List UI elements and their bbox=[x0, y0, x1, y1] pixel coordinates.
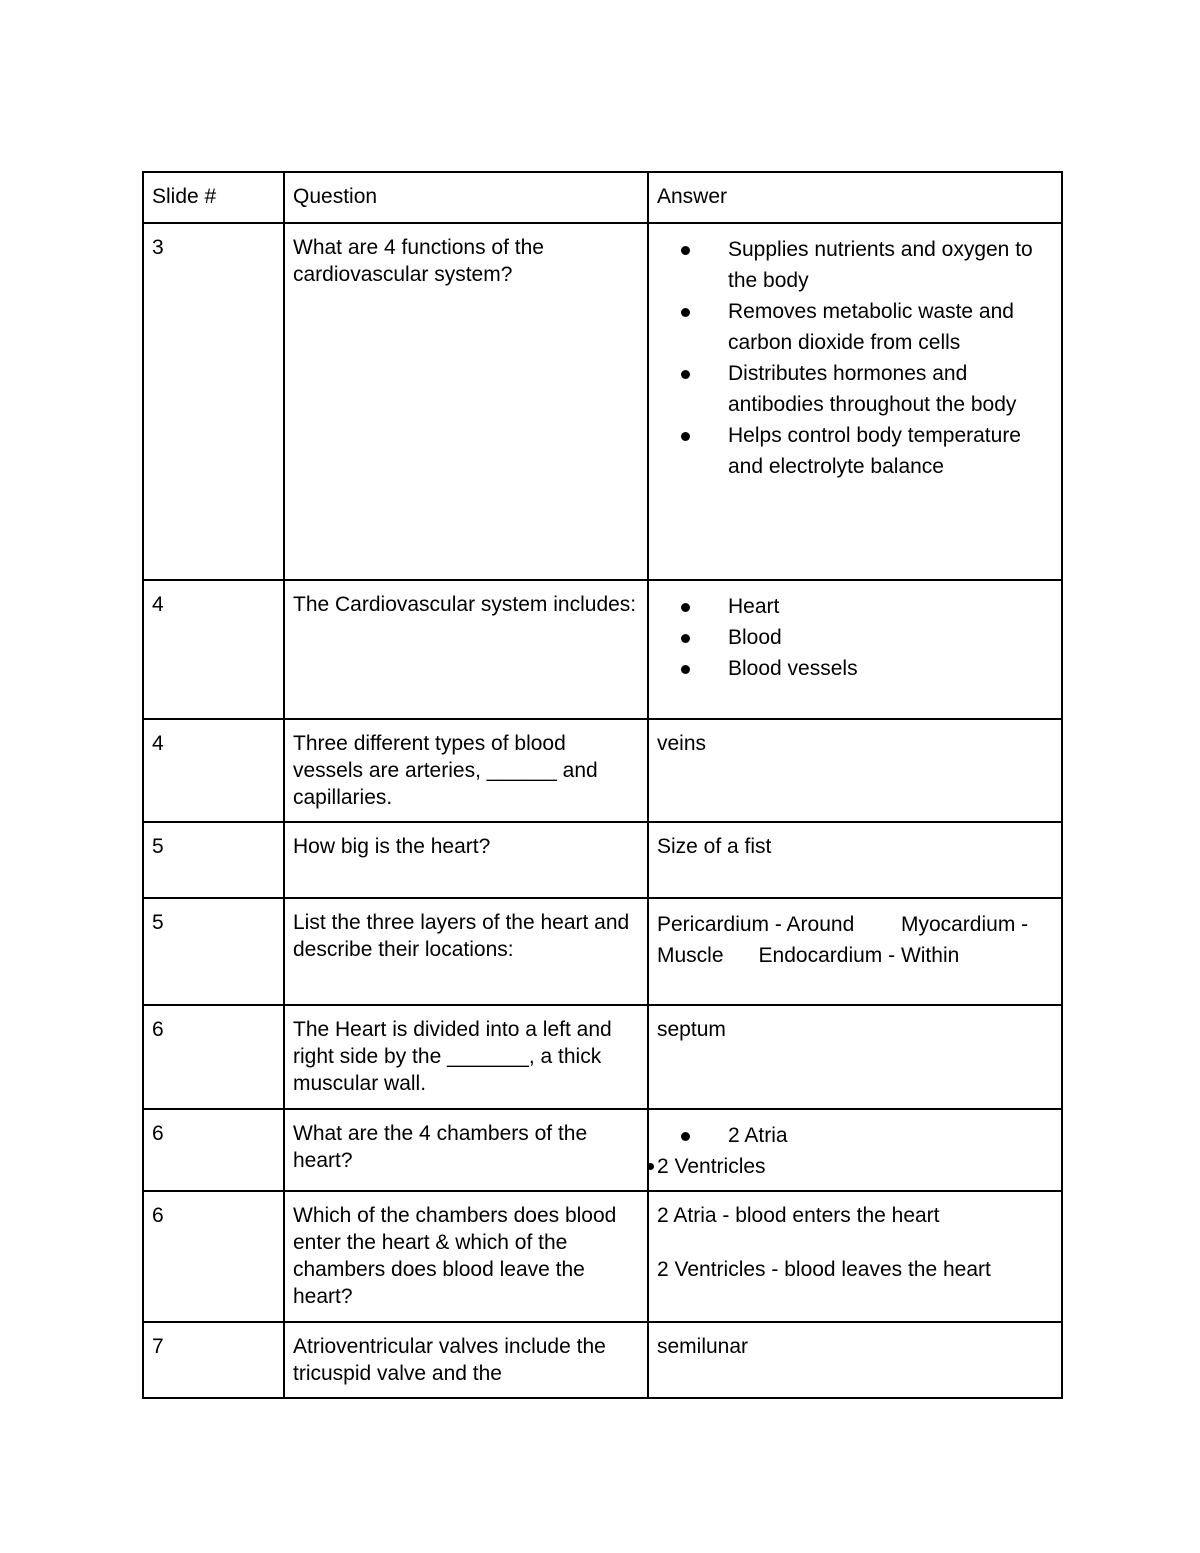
table-row bbox=[143, 719, 1062, 822]
answer-cell bbox=[648, 1191, 1062, 1322]
table-row bbox=[143, 1322, 1062, 1398]
answer-list bbox=[657, 591, 1053, 684]
table-row bbox=[143, 1005, 1062, 1109]
answer-line: 2 Atria - blood enters the heart bbox=[657, 1204, 940, 1227]
answer-text: veins bbox=[648, 719, 1062, 822]
header-question: Question bbox=[284, 172, 648, 223]
layer-endocardium: Endocardium - Within bbox=[758, 944, 960, 967]
question-text: Which of the chambers does blood enter the heart & which of the chambers does blood leave the heart? bbox=[284, 1191, 648, 1322]
list-item: Distributes hormones and antibodies throughout the body bbox=[657, 358, 1053, 420]
slide-number: 6 bbox=[143, 1109, 284, 1191]
list-item bbox=[657, 1151, 1053, 1182]
answer-text: semilunar bbox=[648, 1322, 1062, 1398]
slide-number: 3 bbox=[143, 223, 284, 580]
question-text: The Cardiovascular system includes: bbox=[284, 580, 648, 719]
answer-cell bbox=[648, 580, 1062, 719]
question-text: What are the 4 chambers of the heart? bbox=[284, 1109, 648, 1191]
table-row bbox=[143, 580, 1062, 719]
answer-text: septum bbox=[648, 1005, 1062, 1109]
table-row bbox=[143, 822, 1062, 898]
header-answer: Answer bbox=[648, 172, 1062, 223]
list-item: Blood bbox=[657, 622, 1053, 653]
bullet-dot bbox=[647, 1163, 654, 1170]
layer-myocardium: Myocardium - Muscle bbox=[657, 913, 1029, 967]
question-answer-table bbox=[142, 171, 1063, 1399]
table-row bbox=[143, 223, 1062, 580]
answer-line: 2 Ventricles - blood leaves the heart bbox=[657, 1258, 991, 1281]
answer-text: Size of a fist bbox=[648, 822, 1062, 898]
table-header-row bbox=[143, 172, 1062, 223]
slide-number: 7 bbox=[143, 1322, 284, 1398]
slide-number: 5 bbox=[143, 898, 284, 1005]
slide-number: 6 bbox=[143, 1005, 284, 1109]
question-text: Atrioventricular valves include the tricuspid valve and the bbox=[284, 1322, 648, 1398]
list-item: 2 Atria bbox=[657, 1120, 1053, 1151]
slide-number: 4 bbox=[143, 580, 284, 719]
table-row bbox=[143, 1191, 1062, 1322]
list-item: Supplies nutrients and oxygen to the body bbox=[657, 234, 1053, 296]
table-row bbox=[143, 1109, 1062, 1191]
answer-cell bbox=[648, 223, 1062, 580]
slide-number: 6 bbox=[143, 1191, 284, 1322]
answer-cell bbox=[648, 898, 1062, 1005]
answer-list bbox=[657, 1120, 1053, 1151]
list-item: Removes metabolic waste and carbon dioxide from cells bbox=[657, 296, 1053, 358]
header-slide: Slide # bbox=[143, 172, 284, 223]
slide-number: 4 bbox=[143, 719, 284, 822]
layer-pericardium: Pericardium - Around bbox=[657, 913, 855, 936]
answer-list bbox=[657, 234, 1053, 482]
slide-number: 5 bbox=[143, 822, 284, 898]
question-text: Three different types of blood vessels are arteries, ______ and capillaries. bbox=[284, 719, 648, 822]
list-item: Heart bbox=[657, 591, 1053, 622]
list-item: Blood vessels bbox=[657, 653, 1053, 684]
question-text: List the three layers of the heart and describe their locations: bbox=[284, 898, 648, 1005]
answer-cell bbox=[648, 1109, 1062, 1191]
question-text: How big is the heart? bbox=[284, 822, 648, 898]
question-text: What are 4 functions of the cardiovascular system? bbox=[284, 223, 648, 580]
list-item: Helps control body temperature and electrolyte balance bbox=[657, 420, 1053, 482]
table-row bbox=[143, 898, 1062, 1005]
spacer bbox=[657, 1229, 1053, 1256]
question-text: The Heart is divided into a left and right side by the _______, a thick muscular wall. bbox=[284, 1005, 648, 1109]
list-item-label: 2 Ventricles bbox=[657, 1155, 766, 1178]
